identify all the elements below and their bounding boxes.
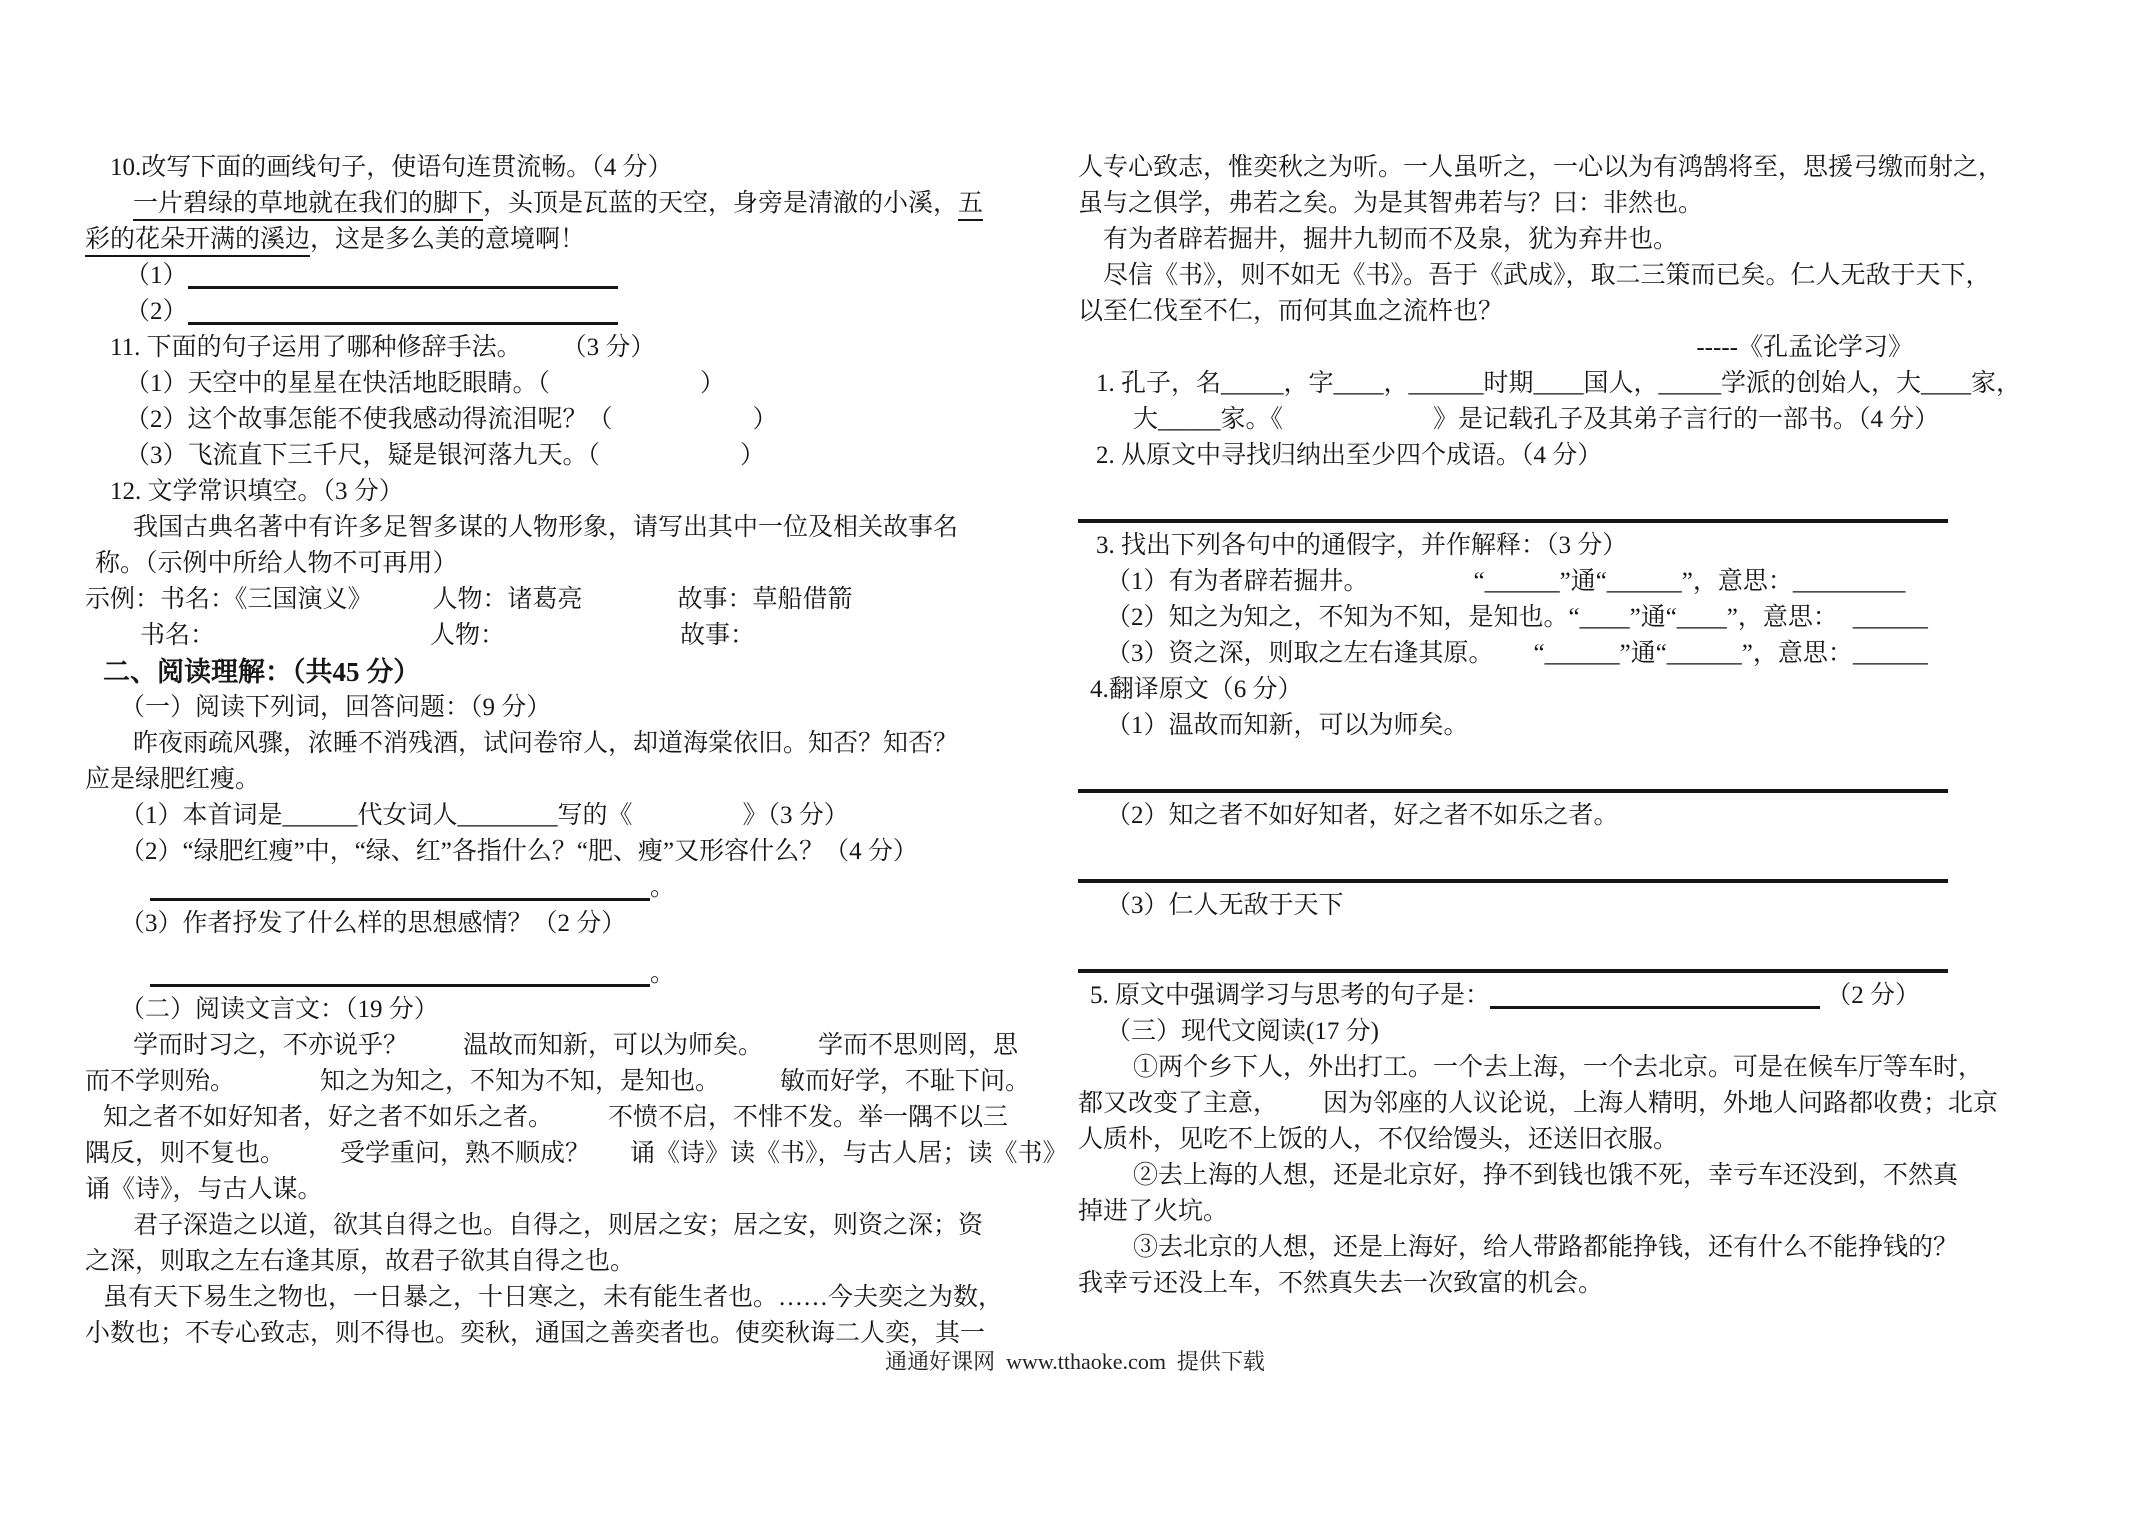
text-run: 故事：草船借箭 (677, 586, 853, 613)
text-run: （1）本首词是______代女词人________写的《 (120, 802, 633, 829)
text-run: 5. 原文中强调学习与思考的句子是： (1090, 982, 1491, 1009)
text-run: 人物：诸葛亮 (432, 586, 583, 613)
text-run: 大_____家。《 (1133, 406, 1284, 433)
text-run: （1）温故而知新，可以为师矣。 (1106, 712, 1469, 739)
text-line (1078, 798, 1983, 834)
text-run: （3 分） (561, 334, 656, 361)
underlined-text: 五 (958, 190, 983, 221)
text-line (1078, 1122, 1983, 1158)
text-run: 称。（示例中所给人物不可再用） (95, 550, 458, 577)
text-line (85, 690, 1030, 726)
text-run: 诵《诗》读《书》，与古人居；读《书》 (630, 1140, 1068, 1167)
text-line (85, 402, 1030, 438)
text-run: 。 (650, 960, 676, 987)
text-run: （2 分） (1820, 982, 1921, 1009)
text-line (1078, 186, 1983, 222)
text-run: ③去北京的人想，还是上海好，给人带路都能挣钱，还有什么不能挣钱的？ (1133, 1234, 1959, 1261)
text-line (1078, 1194, 1983, 1230)
text-run: 》是记载孔子及其弟子言行的一部书。（4 分） (1433, 406, 1940, 433)
text-line (85, 546, 1030, 582)
text-line (1078, 600, 1983, 636)
text-line (85, 1100, 1030, 1136)
answer-blank-line (1490, 986, 1820, 1009)
text-line (85, 474, 1030, 510)
gap (720, 1088, 780, 1089)
text-run: ） (740, 442, 766, 469)
gap (1278, 1110, 1323, 1111)
text-line (85, 956, 1030, 992)
text-run: “______”通“______”，意思：______ (1533, 640, 1928, 667)
text-run: 12. 文学常识填空。（3 分） (110, 478, 404, 505)
text-line (1078, 438, 1983, 474)
text-line (85, 582, 1030, 618)
text-run: 学而时习之，不亦说乎？ (133, 1032, 409, 1059)
text-line (85, 1208, 1030, 1244)
text-run: 4.翻译原文（6 分） (1090, 676, 1303, 703)
text-run: ______ (1852, 604, 1928, 631)
text-run: 昨夜雨疏风骤，浓睡不消残酒，试问卷帘人，却道海棠依旧。知否？知否？ (133, 730, 959, 757)
text-line (1078, 1158, 1983, 1194)
text-line (1078, 330, 1983, 366)
text-run: 温故而知新，可以为师矣。 (463, 1032, 764, 1059)
text-run: 学而不思则罔，思 (818, 1032, 1019, 1059)
answer-blank-line (1078, 949, 1948, 973)
gap (1838, 624, 1853, 625)
footer-text: 通通好课网 www.tthaoke.com 提供下载 (885, 1349, 1265, 1374)
text-line (1078, 978, 1983, 1014)
text-run: 书名： (140, 622, 216, 649)
text-line (1078, 636, 1983, 672)
text-line (85, 222, 1030, 258)
text-run: 以至仁伐至不仁，而何其血之流杵也？ (1078, 298, 1504, 325)
text-run: “______”通“______”，意思：_________ (1473, 568, 1906, 595)
text-run: （2）知之者不如好知者，好之者不如乐之者。 (1106, 802, 1619, 829)
text-run: 有为者辟若掘井，掘井九韧而不及泉，犹为弃井也。 (1103, 226, 1679, 253)
gap (1283, 426, 1433, 427)
text-line (85, 1136, 1068, 1172)
text-run: 我幸亏还没上车，不然真失去一次致富的机会。 (1078, 1270, 1604, 1297)
text-line (85, 906, 1030, 942)
text-run: -----《孔孟论学习》 (1696, 334, 1913, 361)
text-line (1078, 672, 1983, 708)
text-run: 虽与之俱学，弗若之矣。为是其智弗若与？曰：非然也。 (1078, 190, 1704, 217)
text-run: （3）资之深，则取之左右逢其原。 (1106, 640, 1494, 667)
text-run: 11. 下面的句子运用了哪种修辞手法。 (110, 334, 522, 361)
text-run: （一）阅读下列词，回答问题：（9 分） (120, 694, 552, 721)
gap (600, 462, 740, 463)
text-run: 2. 从原文中寻找归纳出至少四个成语。（4 分） (1096, 442, 1603, 469)
text-line (85, 762, 1030, 798)
text-run: （2）知之为知之，不知为不知，是知也。“____”通“____”，意思： (1106, 604, 1838, 631)
text-line (85, 726, 1030, 762)
answer-line (1078, 762, 1983, 798)
answer-blank-line (188, 302, 618, 325)
text-line (1078, 258, 1991, 294)
answer-blank-line (1078, 769, 1948, 793)
gap (633, 822, 743, 823)
spacer (1078, 834, 1983, 852)
text-run: ，这是多么美的意境啊！ (310, 226, 586, 253)
text-line (85, 438, 1030, 474)
gap (550, 390, 700, 391)
text-line (1078, 1266, 1983, 1302)
text-run: 都又改变了主意， (1078, 1090, 1279, 1117)
gap (613, 426, 753, 427)
text-run: 知之者不如好知者，好之者不如乐之者。 (103, 1104, 554, 1131)
text-line (1078, 1050, 1983, 1086)
answer-line (1078, 492, 1983, 528)
text-run: 人物： (430, 622, 506, 649)
text-run: （2） (125, 298, 188, 325)
text-run: 3. 找出下列各句中的通假字，并作解释：（3 分） (1096, 532, 1628, 559)
text-line (1078, 528, 1983, 564)
text-line (1078, 1086, 1999, 1122)
text-run: （二）阅读文言文：（19 分） (120, 996, 439, 1023)
spacer (1078, 924, 1983, 942)
text-run: （2）这个故事怎能不使我感动得流泪呢？（ (125, 406, 613, 433)
text-run: 10.改写下面的画线句子，使语句连贯流畅。（4 分） (110, 154, 673, 181)
text-line (1078, 1014, 1983, 1050)
gap (1494, 660, 1534, 661)
text-run: 小数也；不专心致志，则不得也。奕秋，通国之善奕者也。使奕秋诲二人奕，其一 (85, 1320, 986, 1347)
text-run: 而不学则殆。 (85, 1068, 236, 1095)
text-line (1078, 564, 1983, 600)
answer-blank-line (1078, 499, 1948, 523)
text-run: ） (700, 370, 726, 397)
answer-blank-line (188, 266, 618, 289)
gap (285, 1160, 340, 1161)
text-line (1078, 1230, 1983, 1266)
text-run: ②去上海的人想，还是北京好，挣不到钱也饿不死，幸亏车还没到，不然真 (1133, 1162, 1959, 1189)
text-run: （2）“绿肥红瘦”中，“绿、红”各指什么？“肥、瘦”又形容什么？（4 分） (120, 838, 918, 865)
text-line (85, 992, 1030, 1028)
text-run: 虽有天下易生之物也，一日暴之，十日寒之，未有能生者也。……今夫奕之为数， (103, 1284, 1004, 1311)
text-run: 人质朴，见吃不上饭的人，不仅给馒头，还送旧衣服。 (1078, 1126, 1679, 1153)
section-heading (85, 654, 1030, 690)
text-line (1078, 402, 1983, 438)
gap (1369, 588, 1474, 589)
answer-line (1078, 852, 1983, 888)
text-run: 》（3 分） (742, 802, 849, 829)
gap (553, 1124, 608, 1125)
text-run: 。 (650, 874, 676, 901)
text-line (1078, 294, 1983, 330)
spacer (1078, 744, 1983, 762)
text-run: 君子深造之以道，欲其自得之也。自得之，则居之安；居之安，则资之深；资 (133, 1212, 984, 1239)
text-line (85, 366, 1030, 402)
text-run: （1）有为者辟若掘井。 (1106, 568, 1369, 595)
text-run: 应是绿肥红瘦。 (85, 766, 261, 793)
text-line (1078, 222, 1983, 258)
text-run: 敏而好学，不耻下问。 (780, 1068, 1031, 1095)
left-column (85, 150, 1068, 1352)
text-run: （3）作者抒发了什么样的思想感情？（2 分） (120, 910, 627, 937)
gap (763, 1052, 818, 1053)
text-run: （3）飞流直下三千尺，疑是银河落九天。（ (125, 442, 601, 469)
text-run: 尽信《书》，则不如无《书》。吾于《武成》，取二三策而已矣。仁人无敌于天下， (1103, 262, 1991, 289)
text-run: ） (752, 406, 778, 433)
text-line (85, 870, 1030, 906)
text-run: 受学重问，熟不顺成？ (340, 1140, 591, 1167)
text-run: 诵《诗》，与古人谋。 (85, 1176, 323, 1203)
text-line (85, 258, 1030, 294)
underlined-text: 彩的花朵开满的溪边 (85, 226, 310, 257)
text-line (85, 1172, 1030, 1208)
answer-blank-line (150, 878, 650, 901)
text-run: 二、阅读理解：（共45 分） (103, 657, 421, 687)
spacer (1078, 474, 1983, 492)
text-run: 故事： (680, 622, 756, 649)
text-line (85, 150, 1030, 186)
gap (522, 354, 562, 355)
text-line (85, 1028, 1030, 1064)
text-line (85, 1280, 1030, 1316)
text-line (1078, 366, 2022, 402)
answer-blank-line (150, 964, 650, 987)
text-line (85, 1064, 1030, 1100)
right-column (1078, 150, 2022, 1302)
text-run: （3）仁人无敌于天下 (1106, 892, 1344, 919)
text-line (85, 510, 1030, 546)
text-run: （1） (125, 262, 188, 289)
text-run: 人专心致志，惟奕秋之为听。一人虽听之，一心以为有鸿鹄将至，思援弓缴而射之， (1078, 154, 2004, 181)
text-run: 我国古典名著中有许多足智多谋的人物形象，请写出其中一位及相关故事名 (133, 514, 959, 541)
text-run: （三）现代文阅读(17 分) (1106, 1018, 1379, 1045)
gap (583, 606, 678, 607)
text-run: 掉进了火坑。 (1078, 1198, 1229, 1225)
text-run: 之深，则取之左右逢其原，故君子欲其自得之也。 (85, 1248, 636, 1275)
text-run: ①两个乡下人，外出打工。一个去上海，一个去北京。可是在候车厅等车时， (1133, 1054, 1984, 1081)
text-run: 因为邻座的人议论说，上海人精明，外地人问路都收费；北京 (1323, 1090, 1999, 1117)
gap (373, 606, 433, 607)
text-line (85, 798, 1030, 834)
spacer (85, 942, 1030, 956)
text-line (1078, 888, 1983, 924)
text-line (85, 330, 1030, 366)
gap (505, 642, 680, 643)
text-run: 知之为知之，不知为不知，是知也。 (320, 1068, 721, 1095)
text-line (1078, 150, 2004, 186)
answer-line (1078, 942, 1983, 978)
text-line (85, 294, 1030, 330)
text-run: 不愤不启，不悱不发。举一隅不以三 (608, 1104, 1009, 1131)
text-line (85, 186, 1030, 222)
gap (408, 1052, 463, 1053)
gap (235, 1088, 320, 1089)
answer-blank-line (1078, 859, 1948, 883)
text-line (85, 618, 1030, 654)
gap (215, 642, 430, 643)
text-run: ，头顶是瓦蓝的天空，身旁是清澈的小溪， (483, 190, 959, 217)
text-run: （1）天空中的星星在快活地眨眼睛。（ (125, 370, 551, 397)
gap (590, 1160, 630, 1161)
text-line (85, 1244, 1030, 1280)
text-run: 示例：书名：《三国演义》 (85, 586, 373, 613)
underlined-text: 一片碧绿的草地就在我们的脚下 (133, 190, 483, 221)
text-run: 1. 孔子，名_____，字____，______时期____国人，_____学派的创始人，大____家， (1096, 370, 2022, 397)
text-run: 隅反，则不复也。 (85, 1140, 286, 1167)
text-line (85, 834, 1030, 870)
text-line (1078, 708, 1983, 744)
